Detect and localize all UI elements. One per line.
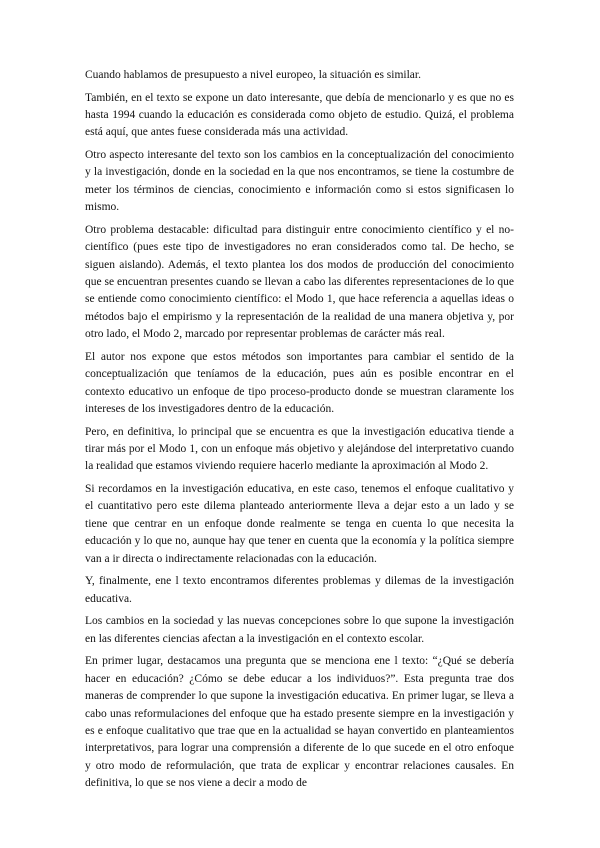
paragraph-9: Los cambios en la sociedad y las nuevas concepciones sobre lo que supone la investigación en las diferentes ciencias afectan a la investigación en el contexto escolar.: [85, 615, 514, 645]
paragraph-10: En primer lugar, destacamos una pregunta que se menciona ene l texto: “¿Qué se debería hacer en educación? ¿Cómo se debe educar a los individuos?”. Esta pregunta trae dos maneras de comprender lo que supone la investigación educativa. En primer lugar, se lleva a cabo unas reformulaciones del enfoque que ha estado presente siempre en la investigación y es e enfoque cualitativo que trae que en la actualidad se hayan convertido en planteamientos interpretativos, para lograr una comprensión a diferente de lo que sucede en el otro enfoque y otro modo de reformulación, que trata de explicar y encontrar relaciones causales. En definitiva, lo que se nos viene a decir a modo de: [85, 655, 514, 790]
paragraph-3: Otro aspecto interesante del texto son los cambios en la conceptualización del conocimiento y la investigación, donde en la sociedad en la que nos encontramos, se tiene la costumbre de meter los términos de ciencias, conocimiento e información como si estos significasen lo mismo.: [85, 149, 514, 214]
paragraph-4: Otro problema destacable: dificultad para distinguir entre conocimiento científico y el no-científico (pues este tipo de investigadores no eran considerados como tal. De hecho, se siguen aislando). Además, el texto plantea los dos modos de producción del conocimiento que se encuentran presentes cuando se llevan a cabo las diferentes representaciones de lo que se entiende como conocimiento científico: el Modo 1, que hace referencia a aquellas ideas o métodos bajo el empirismo y la representación de la realidad de una manera objetiva y, por otro lado, el Modo 2, marcado por representar problemas de carácter más real.: [85, 223, 514, 341]
paragraph-8: Y, finalmente, ene l texto encontramos diferentes problemas y dilemas de la investigación educativa.: [85, 575, 514, 605]
paragraph-2: También, en el texto se expone un dato interesante, que debía de mencionarlo y es que no es hasta 1994 cuando la educación es considerada como objeto de estudio. Quizá, el problema está aquí, que antes fuese considerada más una actividad.: [85, 91, 514, 139]
paragraph-7: Si recordamos en la investigación educativa, en este caso, tenemos el enfoque cualitativo y el cuantitativo pero este dilema planteado anteriormente lleva a dejar esto a un lado y se tiene que centrar en un enfoque donde realmente se tenga en cuenta lo que necesita la educación y lo que no, aunque hay que tener en cuenta que la economía y la política siempre van a ir directa o indirectamente relacionadas con la educación.: [85, 483, 514, 565]
paragraph-6: Pero, en definitiva, lo principal que se encuentra es que la investigación educativa tiende a tirar más por el Modo 1, con un enfoque más objetivo y alejándose del interpretativo cuando la realidad que estamos viviendo requiere hacerlo mediante la aproximación al Modo 2.: [85, 425, 514, 473]
document-page: [85, 67, 514, 798]
paragraph-5: El autor nos expone que estos métodos son importantes para cambiar el sentido de la conceptualización que teníamos de la educación, pues aún es posible encontrar en el contexto educativo un enfoque de tipo proceso-producto donde se muestran claramente los intereses de los investigadores dentro de la educación.: [85, 350, 514, 416]
paragraph-1: Cuando hablamos de presupuesto a nivel europeo, la situación es similar.: [85, 69, 421, 81]
